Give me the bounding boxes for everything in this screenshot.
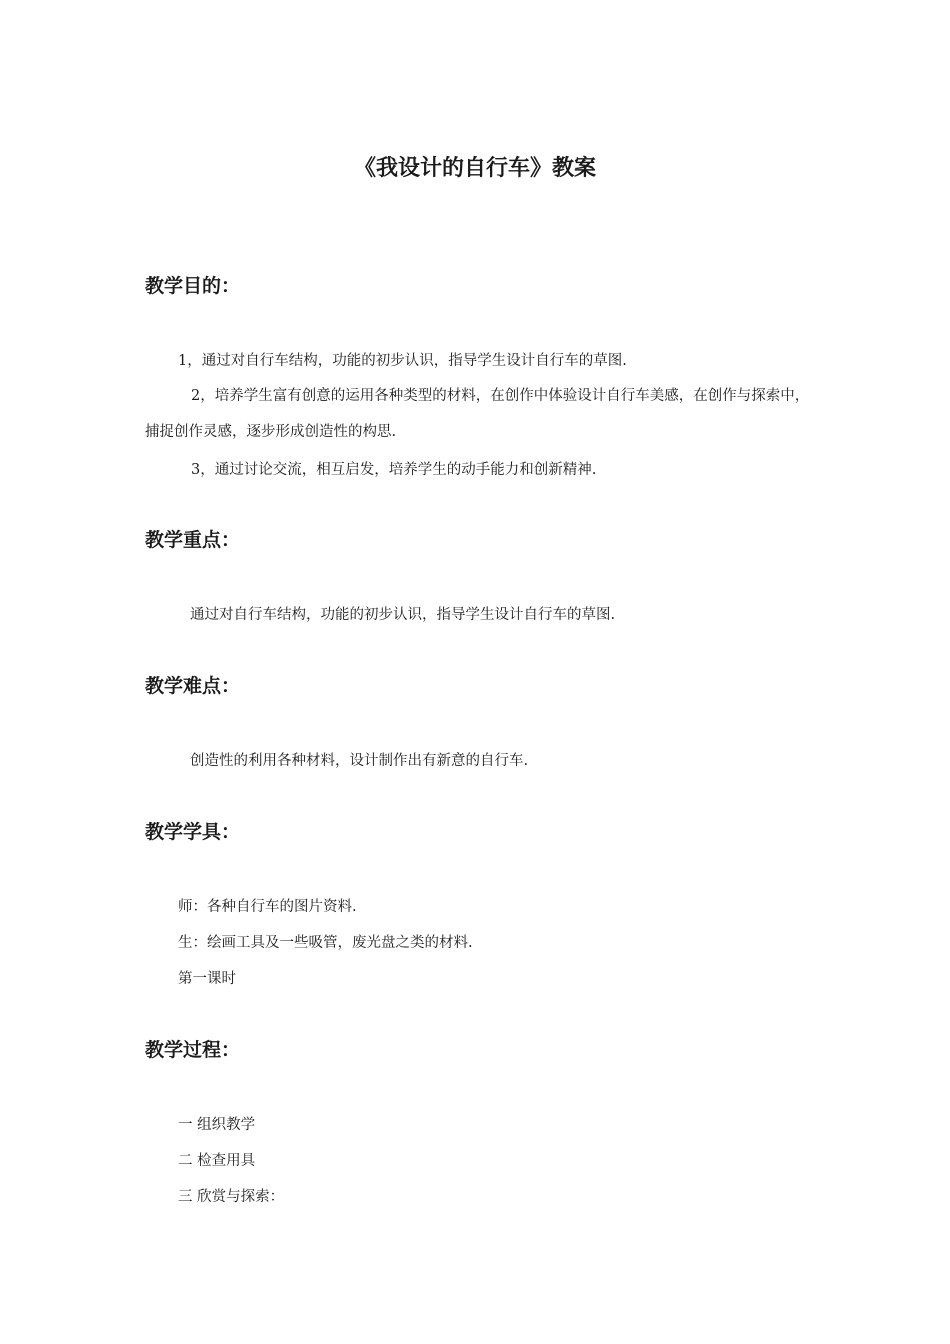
objective-item-3: 3，通过讨论交流，相互启发，培养学生的动手能力和创新精神.: [191, 462, 597, 478]
key-points-heading: 教学重点：: [145, 529, 241, 551]
process-step-3: 三 欣赏与探索：: [178, 1189, 285, 1205]
difficulties-text: 创造性的利用各种材料，设计制作出有新意的自行车.: [190, 753, 529, 769]
difficulties-heading: 教学难点：: [145, 675, 241, 697]
process-heading: 教学过程：: [145, 1039, 241, 1061]
document-title: 《我设计的自行车》教案: [353, 156, 596, 181]
process-step-1: 一 组织教学: [178, 1117, 256, 1133]
tools-teacher: 师：各种自行车的图片资料.: [178, 899, 357, 915]
objective-item-1: 1，通过对自行车结构，功能的初步认识，指导学生设计自行车的草图.: [178, 353, 627, 369]
tools-student: 生：绘画工具及一些吸管，废光盘之类的材料.: [178, 935, 473, 951]
objectives-heading: 教学目的：: [145, 275, 241, 297]
session-label: 第一课时: [178, 971, 236, 987]
tools-heading: 教学学具：: [145, 821, 241, 843]
process-step-2: 二 检查用具: [178, 1153, 256, 1169]
objective-item-2: 2，培养学生富有创意的运用各种类型的材料，在创作中体验设计自行车美感，在创作与探索中，捕捉创作灵感，逐步形成创造性的构思.: [145, 388, 810, 440]
key-points-text: 通过对自行车结构，功能的初步认识，指导学生设计自行车的草图.: [190, 607, 616, 623]
